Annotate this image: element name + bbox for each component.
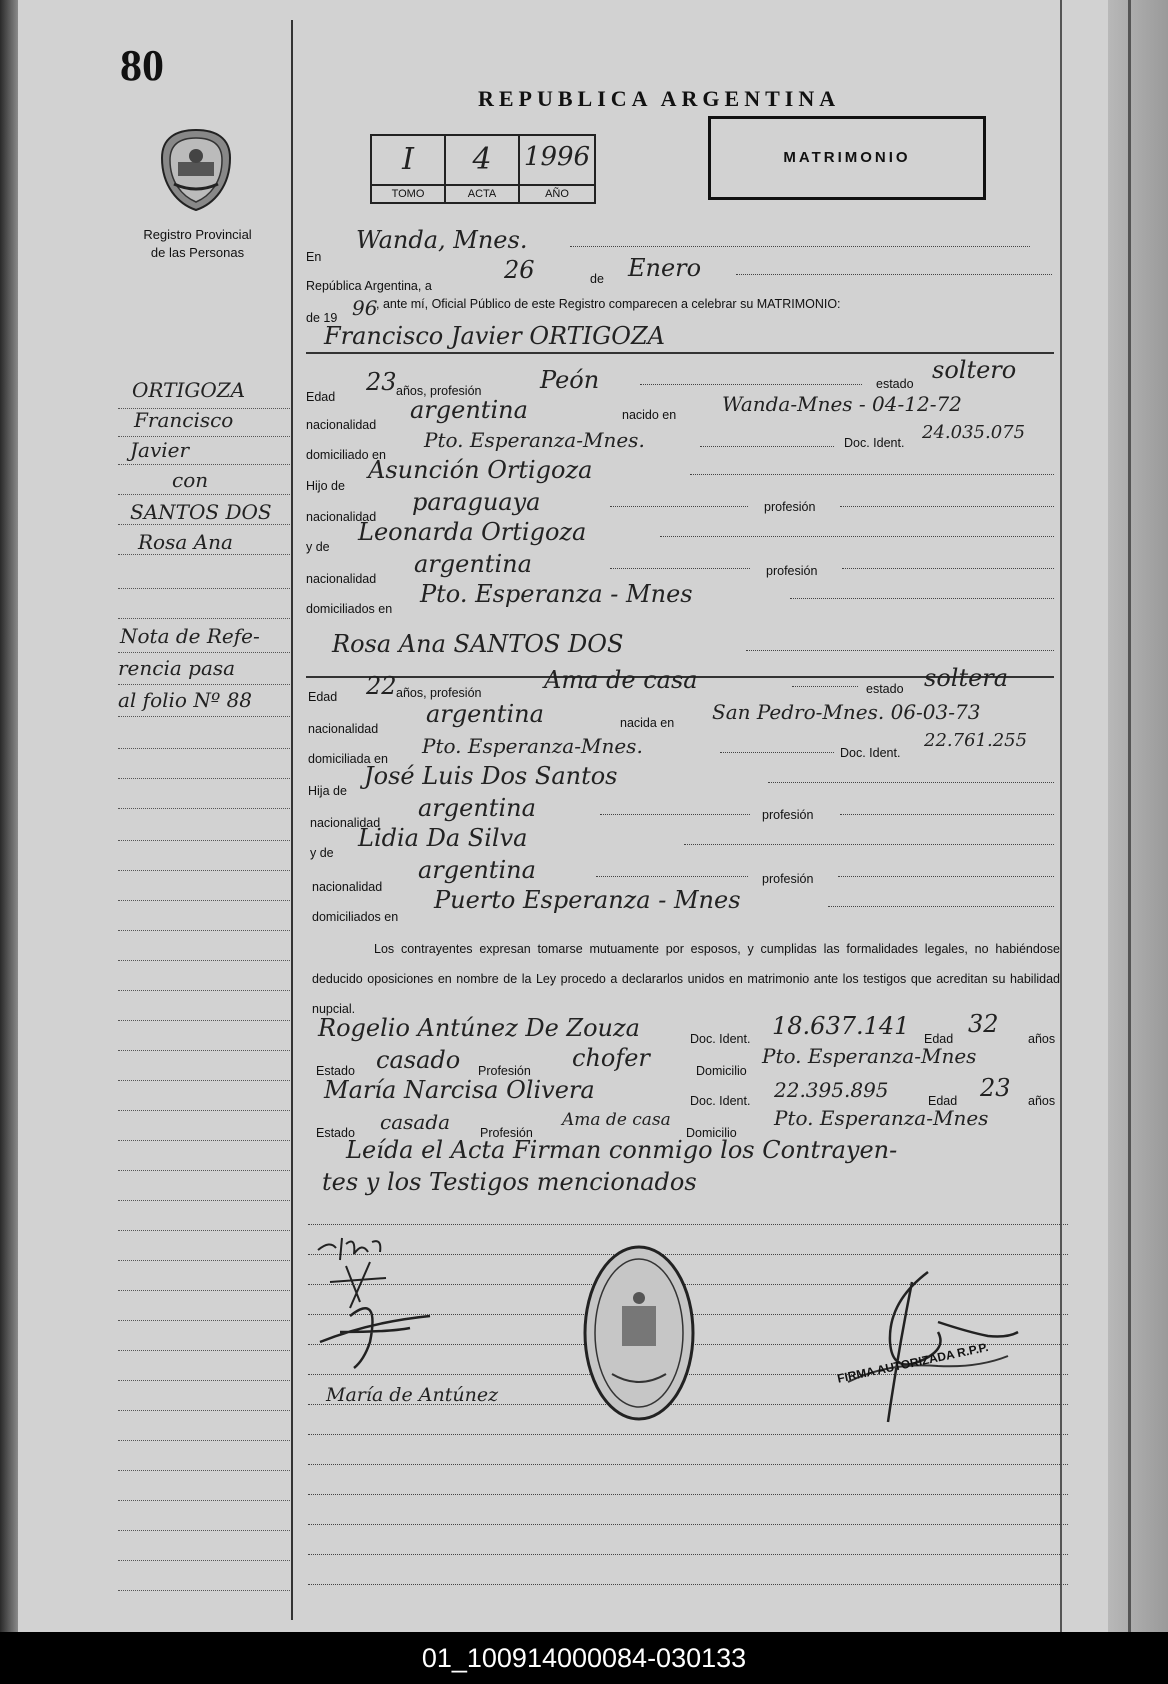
de-label: de bbox=[590, 272, 604, 286]
ruled-line bbox=[308, 1584, 1068, 1585]
bride-age: 22 bbox=[366, 672, 397, 700]
margin-line bbox=[118, 464, 290, 465]
witness2-estado-label: Estado bbox=[316, 1126, 355, 1140]
witness1-anos-label: años bbox=[1028, 1032, 1056, 1046]
margin-line bbox=[118, 1440, 290, 1441]
bride-profession: Ama de casa bbox=[544, 666, 698, 694]
margin-line bbox=[118, 554, 290, 555]
bride-doc: 22.761.255 bbox=[924, 730, 1028, 751]
witness1-estado-label: Estado bbox=[316, 1064, 355, 1078]
margin-line bbox=[118, 524, 290, 525]
ruled-line bbox=[308, 1224, 1068, 1225]
bride-father-nationality: argentina bbox=[418, 794, 536, 822]
declaration-text: Los contrayentes expresan tomarse mutuamente por esposos, y cumplidas las formalidades legales, no habiéndose deducido oposiciones en nombre de la Ley procedo a declararlos unidos en matrimonio ante los testigos que acreditan su habilidad nupcial. bbox=[312, 942, 1060, 1016]
margin-line bbox=[118, 1140, 290, 1141]
ano-cell bbox=[520, 136, 594, 202]
margin-line bbox=[118, 1110, 290, 1111]
margin-name-line-2: Francisco bbox=[134, 408, 234, 432]
groom-parents-dom-label: domiciliados en bbox=[306, 602, 393, 616]
dotted-line bbox=[736, 274, 1052, 275]
image-id-footer: 01_100914000084-030133 bbox=[0, 1632, 1168, 1684]
ruled-line bbox=[308, 1434, 1068, 1435]
dotted-line bbox=[570, 246, 1030, 247]
groom-nacido-label: nacido en bbox=[622, 408, 677, 422]
dotted-line bbox=[700, 446, 834, 447]
tomo-label: TOMO bbox=[372, 184, 444, 202]
margin-line bbox=[118, 1200, 290, 1201]
bride-mother-prof-label: profesión bbox=[762, 872, 814, 886]
ano-value: 1996 bbox=[523, 142, 591, 172]
bride-domiciliada-label: domiciliada en bbox=[308, 752, 388, 766]
bride-civil-status: soltera bbox=[924, 664, 1009, 692]
registry-name bbox=[120, 226, 275, 262]
witness2-domicilio-label: Domicilio bbox=[686, 1126, 737, 1140]
margin-line bbox=[118, 1500, 290, 1501]
republica-label: República Argentina, a bbox=[306, 279, 432, 293]
page-edge-right bbox=[1108, 0, 1168, 1632]
dotted-line bbox=[610, 568, 750, 569]
groom-doc-label: Doc. Ident. bbox=[844, 436, 905, 450]
official-signature bbox=[828, 1262, 1028, 1432]
bride-nacida-label: nacida en bbox=[620, 716, 675, 730]
bride-mother-nat-label: nacionalidad bbox=[312, 880, 383, 894]
bride-mother: Lidia Da Silva bbox=[358, 824, 528, 852]
margin-line bbox=[118, 990, 290, 991]
witness2-profession: Ama de casa bbox=[562, 1110, 671, 1130]
bride-parents-dom-label: domiciliados en bbox=[312, 910, 399, 924]
margin-name-line-1: ORTIGOZA bbox=[132, 378, 246, 402]
year-prefix: de 19 bbox=[306, 311, 338, 325]
bride-doc-label: Doc. Ident. bbox=[840, 746, 901, 760]
official-stamp-icon bbox=[582, 1244, 696, 1422]
groom-name: Francisco Javier ORTIGOZA bbox=[324, 322, 665, 350]
contrayente-signatures bbox=[310, 1232, 450, 1372]
ano-label: AÑO bbox=[520, 184, 594, 202]
groom-father: Asunción Ortigoza bbox=[368, 456, 593, 484]
groom-profesion-label: años, profesión bbox=[396, 384, 482, 398]
record-box bbox=[370, 134, 596, 204]
dotted-line bbox=[790, 598, 1054, 599]
groom-address: Pto. Esperanza-Mnes. bbox=[424, 428, 645, 452]
page-title: REPUBLICA ARGENTINA bbox=[478, 86, 841, 111]
groom-mother-nat-label: nacionalidad bbox=[306, 572, 377, 586]
margin-line bbox=[118, 1080, 290, 1081]
witness-signature-name: María de Antúnez bbox=[326, 1384, 499, 1406]
margin-line bbox=[118, 1170, 290, 1171]
ruled-line bbox=[308, 1524, 1068, 1525]
bride-profesion-label: años, profesión bbox=[396, 686, 482, 700]
margin-line bbox=[118, 1410, 290, 1411]
groom-yde-label: y de bbox=[306, 540, 330, 554]
witness2-edad-label: Edad bbox=[928, 1094, 958, 1108]
margin-line bbox=[118, 588, 290, 589]
acta-cell bbox=[446, 136, 520, 202]
witness1-age: 32 bbox=[968, 1010, 999, 1038]
groom-father-nat-label: nacionalidad bbox=[306, 510, 377, 524]
bride-hija-label: Hija de bbox=[308, 784, 347, 798]
witness2-address: Pto. Esperanza-Mnes bbox=[774, 1106, 989, 1130]
witness1-address: Pto. Esperanza-Mnes bbox=[762, 1044, 977, 1068]
margin-line bbox=[118, 960, 290, 961]
margin-line bbox=[118, 748, 290, 749]
witness2-name: María Narcisa Olivera bbox=[324, 1076, 595, 1104]
margin-line bbox=[118, 1320, 290, 1321]
section-rule bbox=[306, 352, 1054, 354]
place-value: Wanda, Mnes. bbox=[356, 226, 528, 254]
witness2-civil-status: casada bbox=[380, 1110, 451, 1134]
bride-nationality: argentina bbox=[426, 700, 544, 728]
witness2-profesion-label: Profesión bbox=[480, 1126, 533, 1140]
registry-line-2: de las Personas bbox=[150, 245, 245, 260]
margin-line bbox=[118, 778, 290, 779]
bride-father-nat-label: nacionalidad bbox=[310, 816, 381, 830]
dotted-line bbox=[840, 506, 1054, 507]
groom-age: 23 bbox=[366, 368, 397, 396]
ruled-line bbox=[308, 1464, 1068, 1465]
witness1-profesion-label: Profesión bbox=[478, 1064, 531, 1078]
ruled-line bbox=[308, 1554, 1068, 1555]
dotted-line bbox=[600, 814, 750, 815]
margin-line bbox=[118, 1050, 290, 1051]
closing-line-2: tes y los Testigos mencionados bbox=[322, 1168, 697, 1196]
bride-estado-label: estado bbox=[866, 682, 904, 696]
provincial-seal-icon bbox=[158, 128, 234, 212]
bride-name: Rosa Ana SANTOS DOS bbox=[332, 630, 624, 658]
margin-line bbox=[118, 684, 290, 685]
margin-line bbox=[118, 1590, 290, 1591]
margin-line bbox=[118, 900, 290, 901]
margin-line bbox=[118, 840, 290, 841]
groom-edad-label: Edad bbox=[306, 390, 336, 404]
groom-mother-nationality: argentina bbox=[414, 550, 532, 578]
right-margin-line bbox=[1060, 0, 1062, 1632]
groom-nationality: argentina bbox=[410, 396, 528, 424]
margin-line bbox=[118, 1350, 290, 1351]
bride-mother-nationality: argentina bbox=[418, 856, 536, 884]
en-label: En bbox=[306, 250, 322, 264]
dotted-line bbox=[610, 506, 748, 507]
bride-parents-address: Puerto Esperanza - Mnes bbox=[434, 886, 741, 914]
margin-line bbox=[118, 1230, 290, 1231]
witness1-edad-label: Edad bbox=[924, 1032, 954, 1046]
groom-domiciliado-label: domiciliado en bbox=[306, 448, 386, 462]
groom-nacionalidad-label: nacionalidad bbox=[306, 418, 377, 432]
day-value: 26 bbox=[504, 256, 535, 284]
registry-line-1: Registro Provincial bbox=[143, 227, 252, 242]
acta-label: ACTA bbox=[446, 184, 518, 202]
margin-line bbox=[118, 1290, 290, 1291]
witness1-civil-status: casado bbox=[376, 1046, 461, 1074]
dotted-line bbox=[840, 814, 1054, 815]
margin-line bbox=[118, 1020, 290, 1021]
dotted-line bbox=[792, 686, 858, 687]
margin-divider bbox=[291, 20, 293, 1620]
groom-mother: Leonarda Ortigoza bbox=[358, 518, 587, 546]
witness1-doc-label: Doc. Ident. bbox=[690, 1032, 751, 1046]
margin-note-line-2: rencia pasa bbox=[118, 656, 236, 680]
margin-line bbox=[118, 716, 290, 717]
groom-profession: Peón bbox=[540, 366, 600, 394]
groom-father-nationality: paraguaya bbox=[412, 488, 541, 516]
dotted-line bbox=[842, 568, 1054, 569]
witness1-doc: 18.637.141 bbox=[772, 1012, 910, 1040]
acta-value: 4 bbox=[472, 142, 492, 177]
margin-name-line-6: Rosa Ana bbox=[138, 530, 233, 554]
official-signature-caption: FIRMA AUTORIZADA R.P.P. bbox=[836, 1339, 990, 1386]
page-number: 80 bbox=[120, 41, 164, 90]
ruled-line bbox=[308, 1494, 1068, 1495]
bride-edad-label: Edad bbox=[308, 690, 338, 704]
month-value: Enero bbox=[628, 254, 702, 282]
dotted-line bbox=[746, 650, 1054, 651]
dotted-line bbox=[828, 906, 1054, 907]
document-type-box: MATRIMONIO bbox=[708, 116, 986, 200]
groom-civil-status: soltero bbox=[932, 356, 1017, 384]
dotted-line bbox=[660, 536, 1054, 537]
bride-birth: San Pedro-Mnes. 06-03-73 bbox=[712, 700, 981, 724]
margin-line bbox=[118, 494, 290, 495]
intro-sentence: , ante mí, Oficial Público de este Registro comparecen a celebrar su MATRIMONIO: bbox=[376, 297, 841, 311]
margin-line bbox=[118, 870, 290, 871]
witness1-domicilio-label: Domicilio bbox=[696, 1064, 747, 1078]
dotted-line bbox=[640, 384, 862, 385]
margin-note-line-3: al folio Nº 88 bbox=[118, 688, 253, 712]
margin-line bbox=[118, 1380, 290, 1381]
groom-father-prof-label: profesión bbox=[764, 500, 816, 514]
dotted-line bbox=[838, 876, 1054, 877]
dotted-line bbox=[690, 474, 1054, 475]
dotted-line bbox=[596, 876, 748, 877]
tomo-value: I bbox=[402, 142, 414, 177]
groom-hijo-label: Hijo de bbox=[306, 479, 345, 493]
year-value: 96 bbox=[352, 296, 378, 320]
bride-yde-label: y de bbox=[310, 846, 334, 860]
bride-address: Pto. Esperanza-Mnes. bbox=[422, 734, 643, 758]
margin-line bbox=[118, 618, 290, 619]
margin-line bbox=[118, 1530, 290, 1531]
groom-parents-address: Pto. Esperanza - Mnes bbox=[420, 580, 693, 608]
margin-line bbox=[118, 1470, 290, 1471]
witness1-profession: chofer bbox=[572, 1044, 650, 1072]
margin-note-line-1: Nota de Refe- bbox=[120, 624, 260, 648]
margin-line bbox=[118, 1260, 290, 1261]
margin-name-line-4: con bbox=[172, 468, 209, 492]
groom-doc: 24.035.075 bbox=[922, 422, 1026, 443]
witness2-doc: 22.395.895 bbox=[774, 1078, 889, 1102]
closing-line-1: Leída el Acta Firman conmigo los Contrayen- bbox=[346, 1136, 898, 1164]
margin-line bbox=[118, 436, 290, 437]
dotted-line bbox=[720, 752, 834, 753]
groom-mother-prof-label: profesión bbox=[766, 564, 818, 578]
dotted-line bbox=[768, 782, 1054, 783]
tomo-cell bbox=[372, 136, 446, 202]
witness2-doc-label: Doc. Ident. bbox=[690, 1094, 751, 1108]
margin-line bbox=[118, 652, 290, 653]
margin-line bbox=[118, 808, 290, 809]
witness2-age: 23 bbox=[980, 1074, 1011, 1102]
bride-father: José Luis Dos Santos bbox=[364, 762, 618, 790]
bride-nacionalidad-label: nacionalidad bbox=[308, 722, 379, 736]
groom-estado-label: estado bbox=[876, 377, 914, 391]
page-edge-line bbox=[1128, 0, 1131, 1632]
witness1-name: Rogelio Antúnez De Zouza bbox=[318, 1014, 640, 1042]
margin-name-line-5: SANTOS DOS bbox=[130, 500, 272, 524]
bride-father-prof-label: profesión bbox=[762, 808, 814, 822]
page-edge-shadow bbox=[0, 0, 18, 1632]
margin-line bbox=[118, 1560, 290, 1561]
groom-birth: Wanda-Mnes - 04-12-72 bbox=[722, 392, 962, 416]
margin-line bbox=[118, 930, 290, 931]
margin-name-line-3: Javier bbox=[130, 438, 190, 462]
witness2-anos-label: años bbox=[1028, 1094, 1056, 1108]
dotted-line bbox=[684, 844, 1054, 845]
